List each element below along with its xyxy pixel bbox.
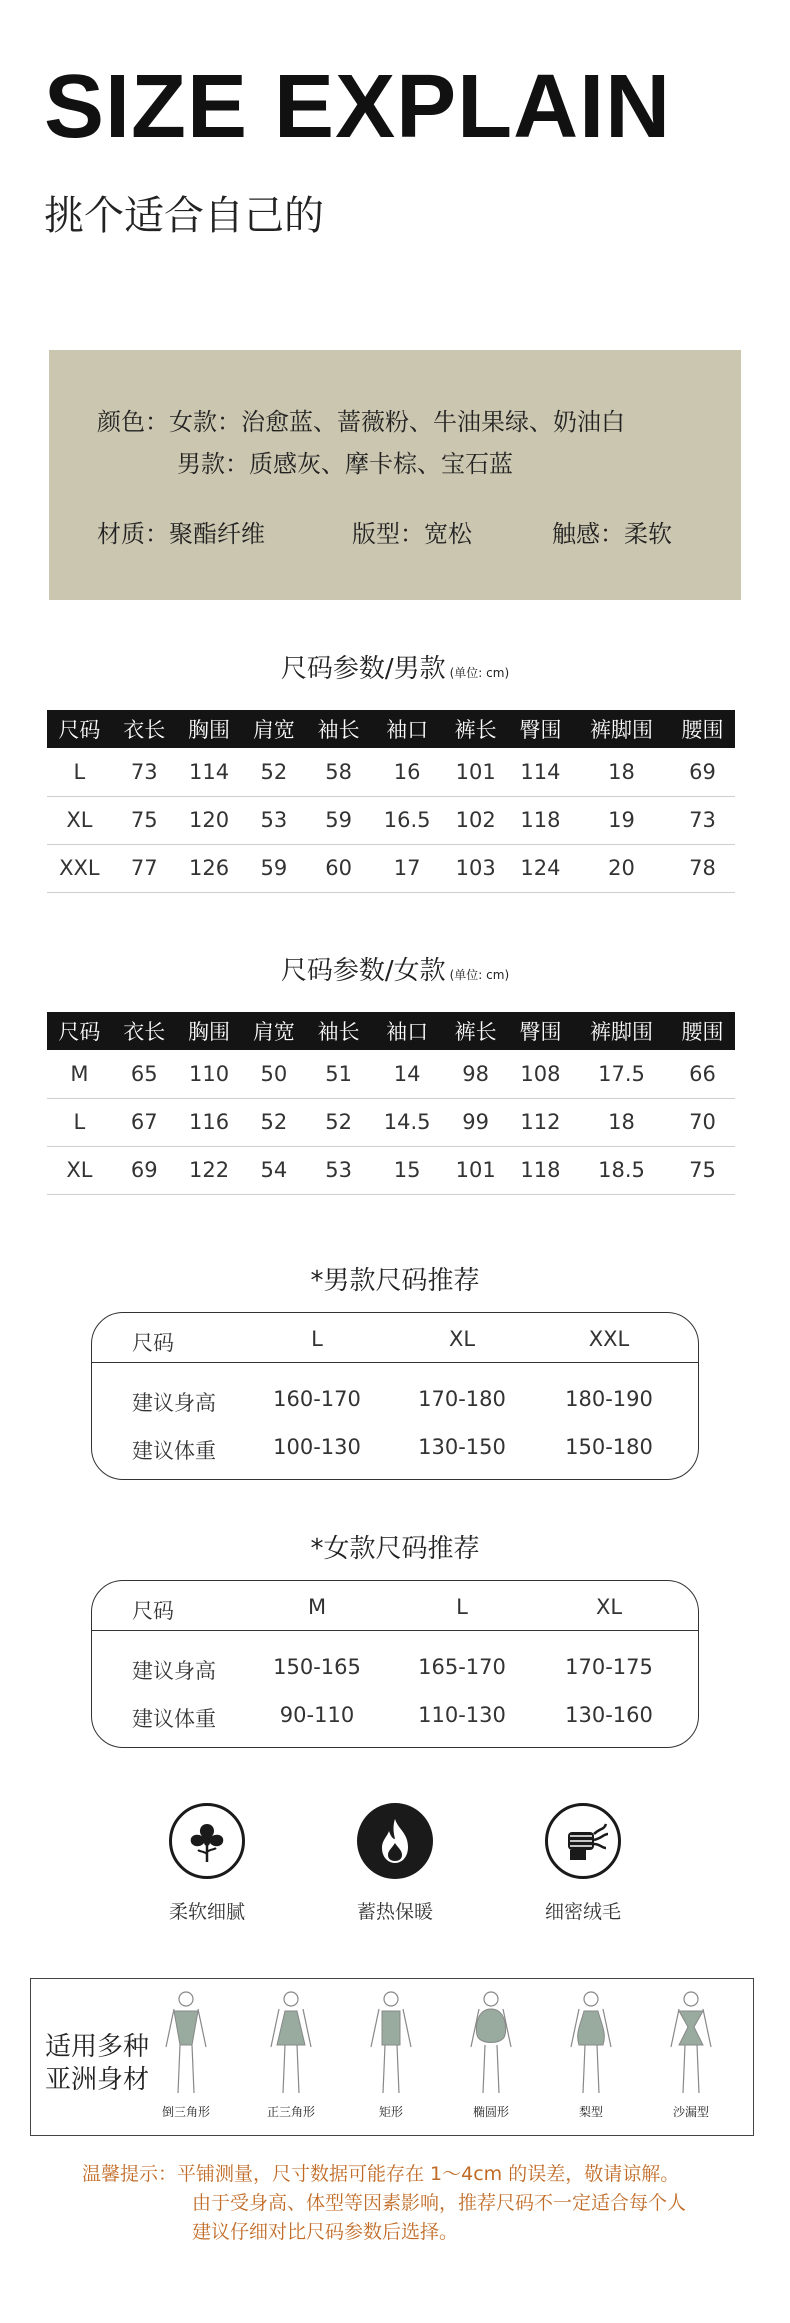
rec-height-value: 170-180 [418,1387,506,1411]
colors-men: 男款：质感灰、摩卡棕、宝石蓝 [177,450,513,478]
men-rec-card [91,1312,699,1480]
table-header-cell: 裤长 [443,1012,508,1050]
rec-height-value: 150-165 [273,1655,361,1679]
table-header-cell: 裤脚围 [573,1012,670,1050]
rec-weight-label: 建议体重 [132,1439,216,1463]
table-header-cell: 裤脚围 [573,710,670,748]
body-type-label: 沙漏型 [672,2105,709,2119]
table-header-cell: 袖口 [371,710,443,748]
rec-header-col: XL [448,1327,476,1351]
women-rec-title: *女款尺码推荐 [310,1534,480,1564]
table-header-cell: 袖长 [306,1012,371,1050]
table-cell: 98 [443,1050,508,1098]
tip-line: 由于受身高、体型等因素影响，推荐尺码不一定适合每个人 [192,2192,687,2214]
table-cell: 112 [508,1098,573,1146]
warm-tips [82,2160,686,2247]
material: 材质：聚酯纤维 [97,520,265,548]
table-cell: 51 [306,1050,371,1098]
table-cell: 114 [177,748,242,796]
table-row [47,1146,735,1194]
table-header-cell: 袖口 [371,1012,443,1050]
table-header-cell: 胸围 [177,1012,242,1050]
cotton-icon [169,1803,245,1879]
table-header-cell: 衣长 [112,1012,177,1050]
table-cell: 18.5 [573,1146,670,1194]
men-table-title [0,648,790,685]
table-cell: L [47,1098,112,1146]
table-cell: 17.5 [573,1050,670,1098]
rec-header-col: XXL [588,1327,630,1351]
table-header-cell: 胸围 [177,710,242,748]
table-cell: 118 [508,796,573,844]
table-cell: 14 [371,1050,443,1098]
touch: 触感：柔软 [552,520,672,548]
table-cell: 78 [670,844,735,892]
table-header-cell: 尺码 [47,1012,112,1050]
rec-weight-value: 100-130 [273,1435,361,1459]
table-cell: 126 [177,844,242,892]
table-header-cell: 袖长 [306,710,371,748]
rec-weight-value: 130-160 [565,1703,653,1727]
rec-height-value: 160-170 [273,1387,361,1411]
table-cell: 101 [443,748,508,796]
rec-height-label: 建议身高 [132,1391,216,1415]
body-figure [141,1989,231,2120]
table-cell: 18 [573,1098,670,1146]
women-size-table [47,1012,735,1195]
table-cell: 75 [112,796,177,844]
table-row [47,796,735,844]
table-cell: 77 [112,844,177,892]
table-cell: 53 [306,1146,371,1194]
table-header-cell: 腰围 [670,710,735,748]
product-info-box [49,350,741,600]
table-cell: 17 [371,844,443,892]
table-cell: 15 [371,1146,443,1194]
table-cell: 114 [508,748,573,796]
table-header-cell: 臀围 [508,710,573,748]
table-cell: 59 [241,844,306,892]
table-cell: 73 [670,796,735,844]
men-rec-title: *男款尺码推荐 [310,1266,480,1296]
feature-soft [127,1803,287,1924]
rec-weight-label: 建议体重 [132,1707,216,1731]
table-cell: 19 [573,796,670,844]
rec-weight-value: 130-150 [418,1435,506,1459]
table-cell: 69 [670,748,735,796]
table-cell: XL [47,796,112,844]
feature-label: 蓄热保暖 [356,1901,433,1923]
table-cell: 99 [443,1098,508,1146]
body-type-label: 矩形 [378,2105,403,2119]
men-size-table [47,710,735,893]
table-header-row [47,710,735,748]
table-cell: 65 [112,1050,177,1098]
table-cell: 122 [177,1146,242,1194]
rec-height-value: 170-175 [565,1655,653,1679]
table-cell: 59 [306,796,371,844]
rec-weight-value: 150-180 [565,1435,653,1459]
table-cell: 52 [306,1098,371,1146]
table-cell: 101 [443,1146,508,1194]
page-title: SIZE EXPLAIN [44,57,672,157]
rec-header-col: L [311,1327,323,1351]
table-header-cell: 尺码 [47,710,112,748]
rec-height-label: 建议身高 [132,1659,216,1683]
page-subtitle: 挑个适合自己的 [44,193,324,239]
rec-header-col: L [456,1595,468,1619]
body-figure [646,1989,736,2120]
table-row [47,748,735,796]
body-silhouette-icon [661,1989,721,2099]
fit: 版型：宽松 [352,520,472,548]
table-cell: 102 [443,796,508,844]
body-types-box [30,1978,754,2136]
table-cell: 66 [670,1050,735,1098]
table-cell: 16.5 [371,796,443,844]
table-cell: 70 [670,1098,735,1146]
table-cell: 60 [306,844,371,892]
table-header-cell: 裤长 [443,710,508,748]
table-header-cell: 臀围 [508,1012,573,1050]
tip-line: 建议仔细对比尺码参数后选择。 [192,2221,459,2243]
body-type-label: 倒三角形 [161,2105,210,2119]
body-silhouette-icon [261,1989,321,2099]
flame-icon [357,1803,433,1879]
colors-women: 颜色：女款：治愈蓝、蔷薇粉、牛油果绿、奶油白 [97,408,625,436]
table-cell: 52 [241,1098,306,1146]
body-types-title-line2: 亚洲身材 [45,2064,150,2095]
table-cell: 120 [177,796,242,844]
table-header-cell: 衣长 [112,710,177,748]
women-rec-card [91,1580,699,1748]
rec-height-value: 165-170 [418,1655,506,1679]
table-header-cell: 肩宽 [241,710,306,748]
body-silhouette-icon [561,1989,621,2099]
women-table-title-text: 尺码参数/女款 [280,956,446,986]
table-cell: 67 [112,1098,177,1146]
tip-line: 温馨提示：平铺测量，尺寸数据可能存在 1～4cm 的误差，敬请谅解。 [82,2163,680,2185]
rec-header-label: 尺码 [132,1599,174,1623]
table-cell: 124 [508,844,573,892]
body-type-label: 正三角形 [266,2105,315,2119]
rec-header-col: XL [595,1595,623,1619]
table-cell: 110 [177,1050,242,1098]
table-header-row [47,1012,735,1050]
women-table-unit: (单位: cm) [449,968,510,982]
table-row [47,1050,735,1098]
table-cell: 69 [112,1146,177,1194]
table-cell: 52 [241,748,306,796]
body-silhouette-icon [361,1989,421,2099]
table-cell: 18 [573,748,670,796]
table-cell: 103 [443,844,508,892]
rec-weight-value: 90-110 [279,1703,355,1727]
feature-warm [315,1803,475,1924]
body-figure [346,1989,436,2120]
table-cell: 16 [371,748,443,796]
body-types-title [45,2031,149,2096]
rec-weight-value: 110-130 [418,1703,506,1727]
table-cell: 75 [670,1146,735,1194]
table-cell: 54 [241,1146,306,1194]
body-figure [546,1989,636,2120]
rec-header-label: 尺码 [132,1331,174,1355]
feature-label: 柔软细腻 [168,1901,245,1923]
table-header-cell: 腰围 [670,1012,735,1050]
table-cell: 50 [241,1050,306,1098]
table-cell: 14.5 [371,1098,443,1146]
fist-fluff-icon [545,1803,621,1879]
rec-header-col: M [307,1595,327,1619]
men-table-title-text: 尺码参数/男款 [280,654,446,684]
table-cell: M [47,1050,112,1098]
body-silhouette-icon [156,1989,216,2099]
table-cell: 118 [508,1146,573,1194]
table-cell: 53 [241,796,306,844]
body-types-title-line1: 适用多种 [45,2032,150,2062]
table-cell: L [47,748,112,796]
table-row [47,844,735,892]
table-cell: 58 [306,748,371,796]
table-cell: 20 [573,844,670,892]
table-cell: XL [47,1146,112,1194]
table-row [47,1098,735,1146]
feature-label: 细密绒毛 [544,1901,621,1923]
table-cell: 73 [112,748,177,796]
men-table-unit: (单位: cm) [449,666,510,680]
body-silhouette-icon [461,1989,521,2099]
body-type-label: 梨型 [578,2105,603,2119]
table-header-cell: 肩宽 [241,1012,306,1050]
body-type-label: 椭圆形 [472,2105,509,2119]
feature-fluff [503,1803,663,1924]
women-table-title [0,950,790,987]
body-figure [446,1989,536,2120]
table-cell: 108 [508,1050,573,1098]
table-cell: 116 [177,1098,242,1146]
body-figure [246,1989,336,2120]
table-cell: XXL [47,844,112,892]
rec-height-value: 180-190 [565,1387,653,1411]
